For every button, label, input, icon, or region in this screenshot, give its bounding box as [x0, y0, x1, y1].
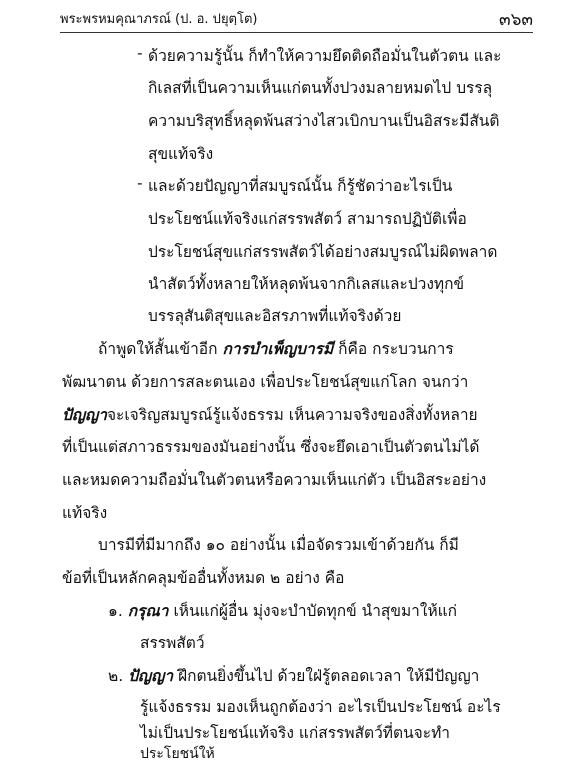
paragraph-line: ปัญญาจะเจริญสมบูรณ์รู้แจ้งธรรม เห็นความจริงของสิ่งทั้งหลาย	[62, 406, 478, 424]
paragraph-line: พัฒนาตน ด้วยการสละตนเอง เพื่อประโยชน์สุขแก่โลก จนกว่า	[62, 373, 469, 391]
text-line: ประโยชน์สุขแก่สรรพสัตว์ได้อย่างสมบูรณ์ไม่ผิดพลาด	[148, 243, 498, 261]
paragraph-line: แท้จริง	[62, 504, 108, 522]
text-line: นำสัตว์ทั้งหลายให้หลุดพ้นจากกิเลสและปวงทุกข์	[148, 275, 465, 293]
text-line: สรรพสัตว์	[140, 634, 205, 652]
page-number: ๓๖๓	[498, 10, 533, 30]
numbered-item-line: ๑. กรุณา เห็นแก่ผู้อื่น มุ่งจะบำบัดทุกข์ นำสุขมาให้แก่	[108, 602, 458, 620]
emphasis-term: การบำเพ็ญบารมี	[222, 340, 334, 358]
item-number: ๑.	[108, 602, 123, 620]
text-line: บรรลุสันติสุขและอิสรภาพที่แท้จริงด้วย	[148, 307, 402, 325]
page-header	[60, 8, 533, 33]
paragraph-line: บารมีที่มีมากถึง ๑๐ อย่างนั้น เมื่อจัดรวมเข้าด้วยกัน ก็มี	[98, 536, 459, 554]
text-line: และด้วยปัญญาที่สมบูรณ์นั้น ก็รู้ชัดว่าอะไรเป็น	[148, 177, 453, 195]
numbered-item-line: ๒. ปัญญา ฝึกตนยิ่งขึ้นไป ด้วยใฝ่รู้ตลอดเวลา ให้มีปัญญา	[108, 667, 480, 685]
item-term: ปัญญา	[128, 667, 174, 685]
paragraph-line: และหมดความถือมั่นในตัวตนหรือความเห็นแก่ตัว เป็นอิสระอย่าง	[62, 471, 487, 489]
text-line: รู้แจ้งธรรม มองเห็นถูกต้องว่า อะไรเป็นประโยชน์ อะไร	[140, 698, 501, 716]
text-line: กิเลสที่เป็นความเห็นแก่ตนทั้งปวงมลายหมดไป บรรลุ	[148, 79, 493, 97]
running-title: พระพรหมคุณาภรณ์ (ป. อ. ปยุตฺโต)	[60, 12, 258, 27]
text-line: ประโยชน์ให้	[140, 746, 215, 762]
text-line: ประโยชน์แท้จริงแก่สรรพสัตว์ สามารถปฏิบัติเพื่อ	[148, 210, 467, 228]
item-number: ๒.	[108, 667, 124, 685]
text-line: ด้วยความรู้นั้น ก็ทำให้ความยึดติดถือมั่นในตัวตน และ	[148, 47, 502, 65]
bullet-marker: -	[137, 174, 143, 192]
text-line: ไม่เป็นประโยชน์แท้จริง แก่สรรพสัตว์ที่ตนจะทำ	[140, 724, 451, 742]
paragraph-line: ข้อที่เป็นหลักคลุมข้ออื่นทั้งหมด ๒ อย่าง คือ	[62, 569, 345, 587]
paragraph-line: ที่เป็นแต่สภาวธรรมของมันอย่างนั้น ซึ่งจะยึดเอาเป็นตัวตนไม่ได้	[62, 438, 480, 456]
paragraph-line: ถ้าพูดให้สั้นเข้าอีก การบำเพ็ญบารมี ก็คือ กระบวนการ	[98, 340, 454, 358]
text-line: สุขแท้จริง	[148, 145, 214, 163]
item-term: กรุณา	[127, 602, 169, 620]
text-line: ความบริสุทธิ์หลุดพ้นสว่างไสวเบิกบานเป็นอิสระมีสันติ	[148, 112, 500, 130]
bullet-marker: -	[137, 44, 143, 62]
emphasis-term: ปัญญา	[62, 406, 107, 424]
